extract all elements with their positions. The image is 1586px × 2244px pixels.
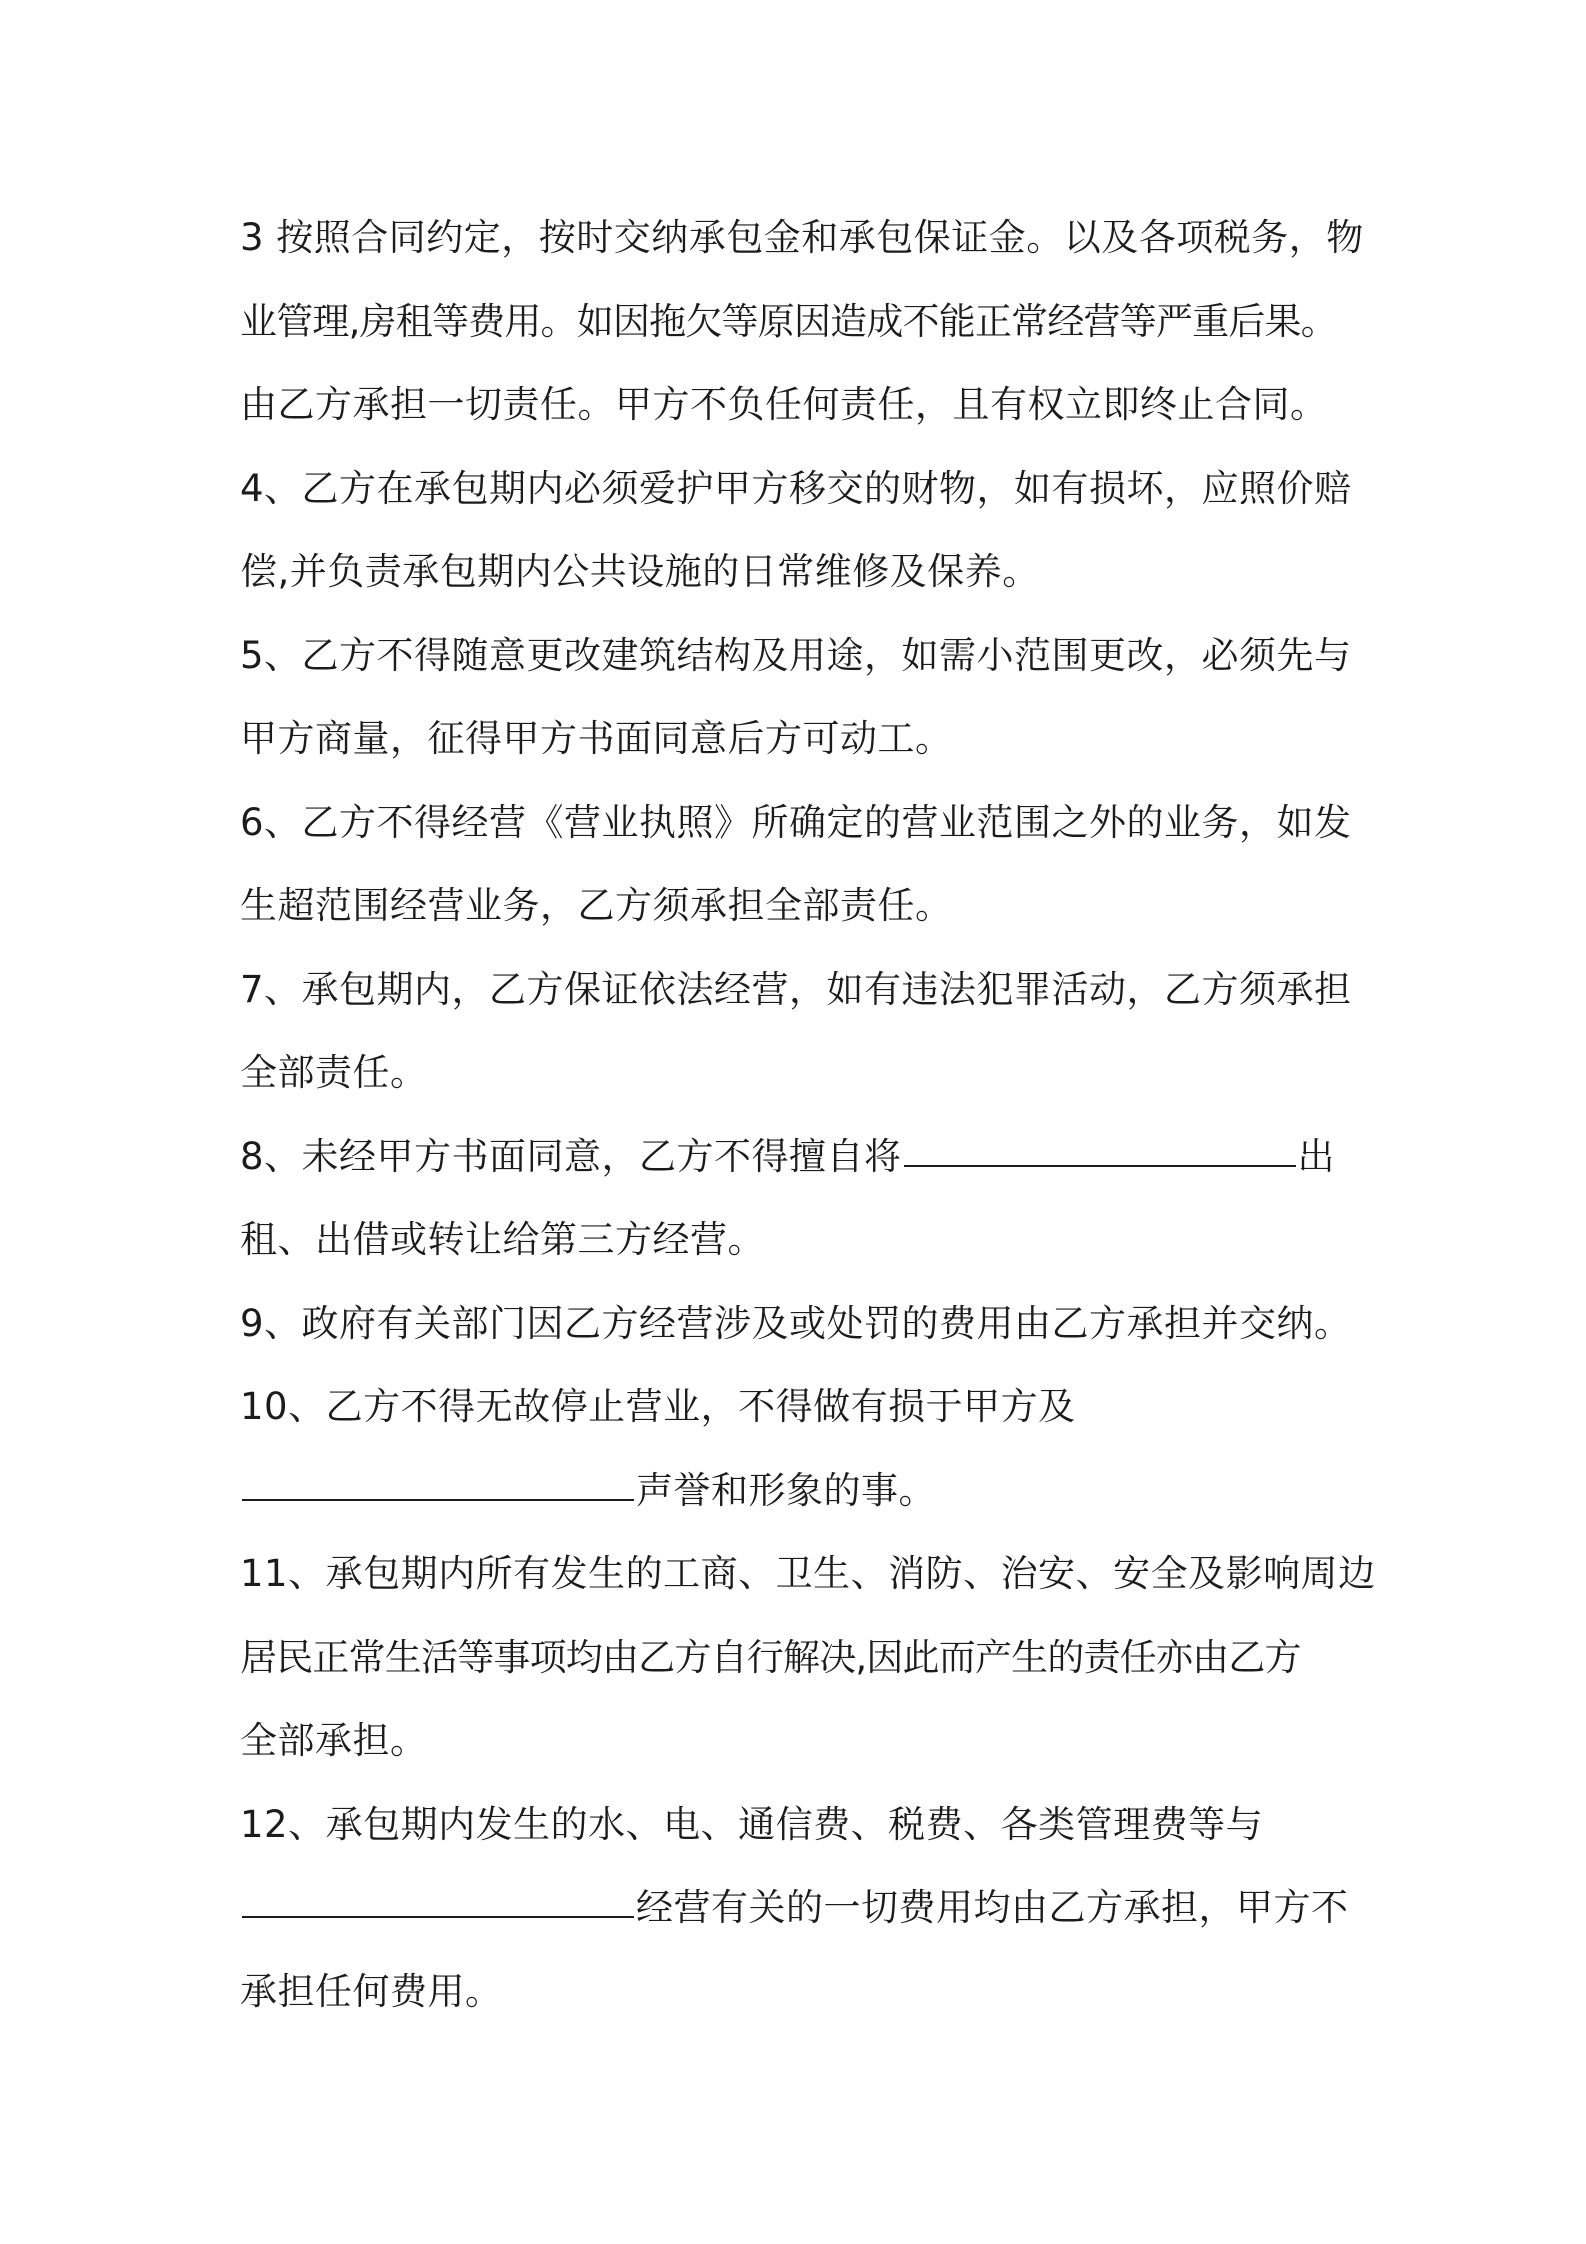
fill-in-blank[interactable] bbox=[242, 1878, 634, 1918]
clause-4-line-2: 偿,并负责承包期内公共设施的日常维修及保养。 bbox=[240, 550, 1040, 593]
clause-3-line-3: 由乙方承担一切责任。甲方不负任何责任，且有权立即终止合同。 bbox=[240, 383, 1328, 426]
fill-in-blank[interactable] bbox=[242, 1461, 634, 1501]
clause-10-line-2 bbox=[240, 1449, 1360, 1533]
clause-7-line-2: 全部责任。 bbox=[240, 1051, 428, 1094]
clause-8-line-1 bbox=[240, 1115, 1360, 1199]
clause-12-text-after-blank: 经营有关的一切费用均由乙方承担，甲方不 bbox=[636, 1886, 1349, 1929]
clause-4-line-1: 4、乙方在承包期内必须爱护甲方移交的财物，如有损坏，应照价赔 bbox=[240, 466, 1352, 510]
clause-8-text-after-blank: 出 bbox=[1297, 1134, 1336, 1178]
clause-3-line-2: 业管理,房租等费用。如因拖欠等原因造成不能正常经营等严重后果。 bbox=[240, 299, 1337, 343]
clause-5-line-1: 5、乙方不得随意更改建筑结构及用途，如需小范围更改，必须先与 bbox=[240, 633, 1352, 677]
contract-page bbox=[240, 196, 1376, 2033]
fill-in-blank[interactable] bbox=[904, 1127, 1296, 1167]
clause-12-line-3: 承担任何费用。 bbox=[240, 1969, 503, 2013]
clause-12-line-2 bbox=[240, 1866, 1360, 1950]
clause-9-line-1: 9、政府有关部门因乙方经营涉及或处罚的费用由乙方承担并交纳。 bbox=[240, 1301, 1352, 1345]
clause-6-line-2: 生超范围经营业务，乙方须承担全部责任。 bbox=[240, 884, 953, 927]
clause-3-line-1: 3 按照合同约定，按时交纳承包金和承包保证金。以及各项税务，物 bbox=[240, 216, 1364, 259]
clause-8-line-2: 租、出借或转让给第三方经营。 bbox=[240, 1218, 765, 1261]
clause-10-line-1: 10、乙方不得无故停止营业，不得做有损于甲方及 bbox=[240, 1385, 1076, 1428]
clause-6-line-1: 6、乙方不得经营《营业执照》所确定的营业范围之外的业务，如发 bbox=[240, 800, 1352, 844]
clause-8-text-before-blank: 8、未经甲方书面同意，乙方不得擅自将 bbox=[240, 1134, 902, 1178]
clause-11-line-1: 11、承包期内所有发生的工商、卫生、消防、治安、安全及影响周边 bbox=[240, 1552, 1376, 1595]
clause-12-line-1: 12、承包期内发生的水、电、通信费、税费、各类管理费等与 bbox=[240, 1802, 1264, 1846]
clause-5-line-2: 甲方商量，征得甲方书面同意后方可动工。 bbox=[240, 717, 953, 760]
clause-11-line-3: 全部承担。 bbox=[240, 1719, 428, 1762]
clause-11-line-2: 居民正常生活等事项均由乙方自行解决,因此而产生的责任亦由乙方 bbox=[240, 1635, 1301, 1679]
clause-7-line-1: 7、承包期内，乙方保证依法经营，如有违法犯罪活动，乙方须承担 bbox=[240, 967, 1352, 1011]
clause-10-text-after-blank: 声誉和形象的事。 bbox=[636, 1468, 936, 1512]
